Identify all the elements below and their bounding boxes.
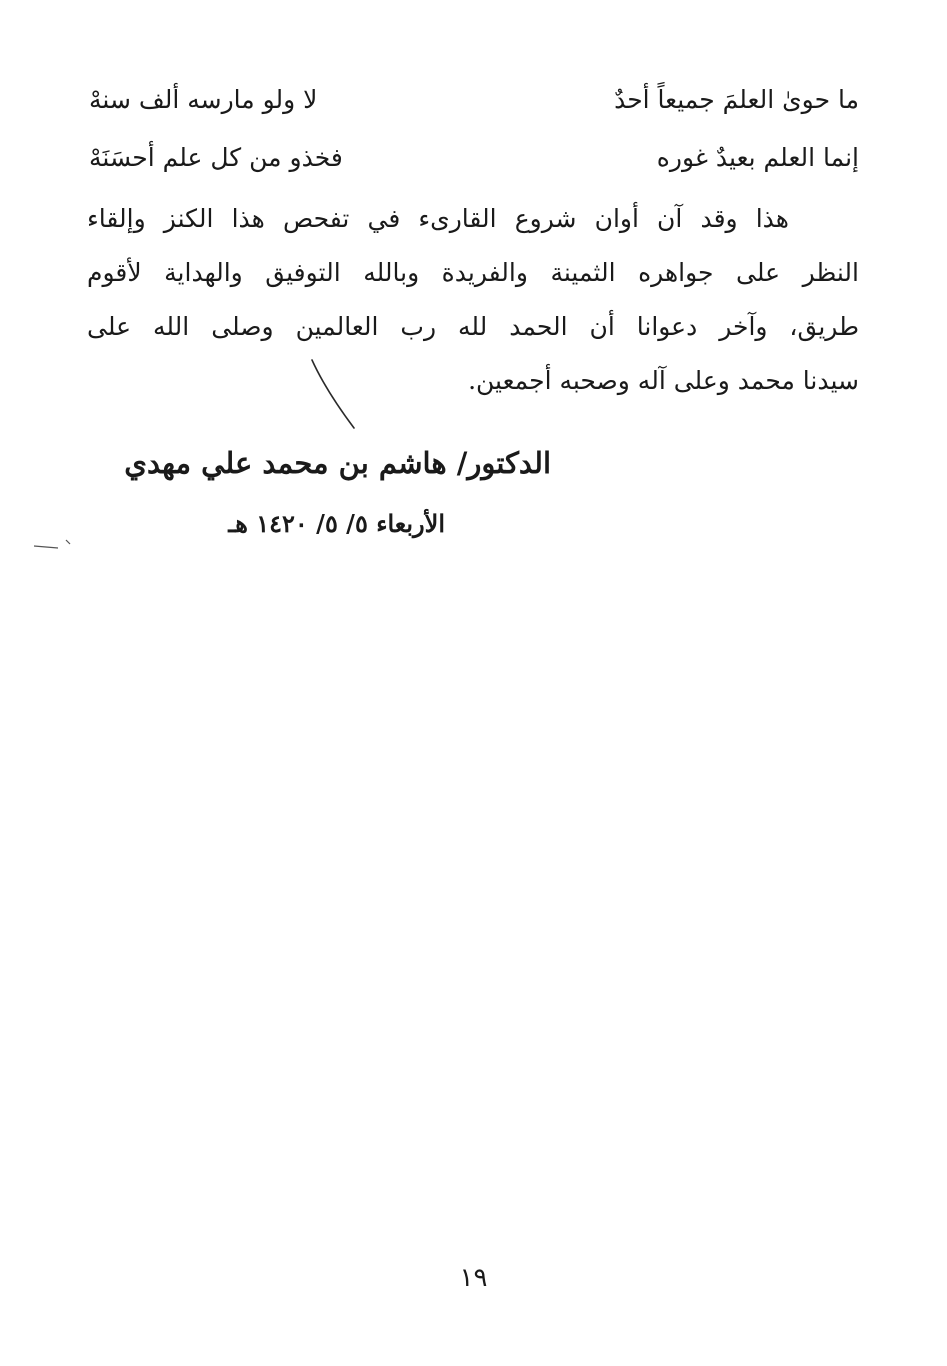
paragraph-line: هذا وقد آن أوان شروع القارىء في تفحص هذا الكنز وإلقاء	[87, 204, 789, 233]
verse-2-second-hemistich: فخذو من كل علم أحسَنَهْ	[89, 143, 343, 172]
closing-paragraph	[87, 192, 859, 408]
verse-1-second-hemistich: لا ولو مارسه ألف سنهْ	[89, 85, 318, 114]
paragraph-line: النظر على جواهره الثمينة والفريدة وبالله التوفيق والهداية لأقوم	[87, 258, 859, 287]
poem-verse-1	[89, 80, 859, 120]
paragraph-line: طريق، وآخر دعوانا أن الحمد لله رب العالمين وصلى الله على	[87, 312, 859, 341]
page-number: ١٩	[459, 1263, 488, 1293]
verse-2-first-hemistich: إنما العلم بعيدٌ غوره	[656, 143, 859, 172]
verse-1-first-hemistich: ما حوىٰ العلمَ جميعاً أحدٌ	[614, 85, 859, 114]
poem-verse-2	[89, 138, 859, 178]
paragraph-line: سيدنا محمد وعلى آله وصحبه أجمعين.	[468, 366, 859, 395]
signature-date: الأربعاء ٥/ ٥/ ١٤٢٠ هـ	[228, 509, 445, 538]
author-signature: الدكتور/ هاشم بن محمد علي مهدي	[124, 446, 551, 480]
